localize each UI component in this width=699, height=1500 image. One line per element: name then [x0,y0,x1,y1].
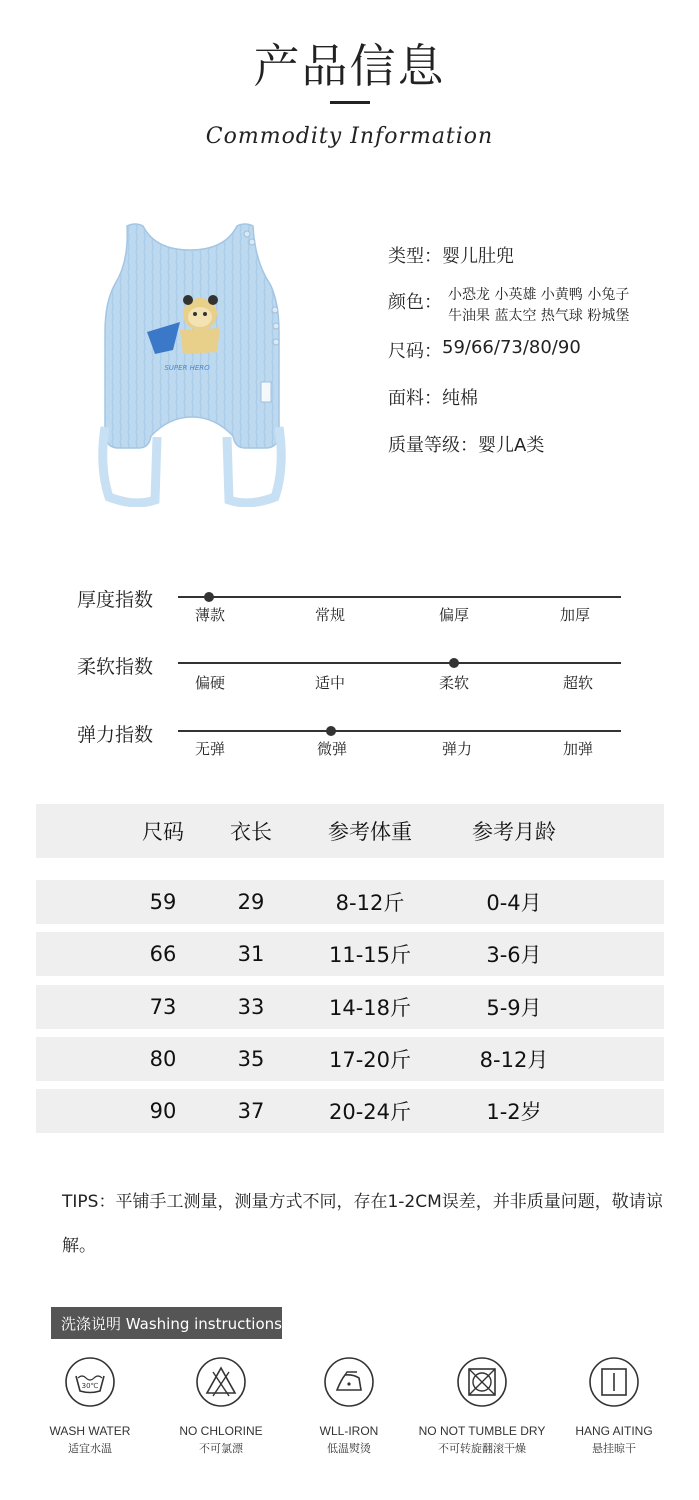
size-value: 59/66/73/80/90 [442,337,581,358]
softness-index-marker [449,658,459,668]
wash-item-hang-dry [549,1356,679,1456]
type-label: 类型： [388,246,442,267]
cell-length: 29 [237,890,265,914]
info-colors [388,288,629,327]
page-subtitle: Commodity Information [205,124,494,149]
info-size [388,337,581,363]
color-row: 牛油果 蓝太空 热气球 粉城堡 [448,308,630,324]
size-table-header [36,804,664,858]
fabric-value: 纯棉 [442,388,478,409]
thickness-index-scale [178,596,621,598]
header-size: 尺码 [142,820,184,844]
wash-label-cn: 适宜水温 [68,1442,112,1455]
header-length: 衣长 [230,820,272,844]
info-fabric [388,384,478,410]
wash-label-cn: 不可氯漂 [199,1442,243,1455]
wash-label-en: WASH WATER [49,1424,131,1438]
color-row: 小恐龙 小英雄 小黄鸭 小兔子 [448,287,630,303]
cell-age: 3-6月 [486,943,542,967]
thickness-option: 偏厚 [438,606,469,624]
cell-size: 80 [149,1047,177,1071]
cell-length: 37 [237,1099,265,1123]
thickness-index-label: 厚度指数 [77,589,154,611]
wash-label-cn: 低温熨烫 [327,1442,371,1455]
no-chlorine-icon [195,1356,247,1408]
elasticity-index-label: 弹力指数 [77,724,154,746]
wash-label-en: WLL-IRON [319,1424,379,1438]
fabric-label: 面料： [388,388,442,409]
wash-item-no-chlorine [156,1356,286,1456]
header-age: 参考月龄 [472,820,556,844]
elasticity-index-scale [178,730,621,732]
table-row [36,1089,664,1133]
wash-item-low-iron [284,1356,414,1456]
color-label: 颜色： [388,292,442,313]
cell-age: 5-9月 [486,996,542,1020]
cell-length: 31 [237,942,265,966]
cell-age: 1-2岁 [486,1100,542,1124]
cell-weight: 17-20斤 [328,1048,412,1072]
cell-age: 0-4月 [486,891,542,915]
table-row [36,985,664,1029]
elasticity-option: 微弹 [316,740,347,758]
header-weight: 参考体重 [328,820,412,844]
wash-item-no-tumble-dry [417,1356,547,1456]
thickness-option: 薄款 [194,606,225,624]
elasticity-option: 加弹 [562,740,593,758]
cell-weight: 8-12斤 [335,891,405,915]
thickness-option: 常规 [314,606,345,624]
wash-label-cn: 不可转旋翻滚干燥 [438,1442,526,1455]
thickness-index-marker [204,592,214,602]
elasticity-option: 无弹 [194,740,225,758]
softness-option: 适中 [314,674,345,692]
elasticity-index-marker [326,726,336,736]
wash-label-cn: 悬挂晾干 [592,1442,636,1455]
cell-size: 66 [149,942,177,966]
cell-age: 8-12月 [479,1048,549,1072]
product-image [95,222,290,507]
wash-item-water [25,1356,155,1456]
softness-index-scale [178,662,621,664]
tips-text: TIPS：平铺手工测量，测量方式不同，存在1-2CM误差，并非质量问题，敬请谅解。 [62,1192,663,1256]
info-type [388,242,514,268]
page-title: 产品信息 [253,39,446,93]
water-temp-text: 30℃ [81,1382,99,1390]
softness-option: 超软 [562,674,593,692]
wash-label-en: NO CHLORINE [179,1424,263,1438]
color-options [448,285,629,327]
washing-title: 洗涤说明 Washing instructions [51,1307,282,1339]
wash-label-en: NO NOT TUMBLE DRY [418,1424,546,1438]
cell-length: 33 [237,995,265,1019]
info-grade [388,431,544,457]
table-row [36,1037,664,1081]
softness-option: 柔软 [438,674,469,692]
table-row [36,932,664,976]
cell-size: 73 [149,995,177,1019]
cell-weight: 11-15斤 [328,943,412,967]
low-iron-icon [323,1356,375,1408]
elasticity-option: 弹力 [441,740,472,758]
grade-label: 质量等级： [388,435,478,456]
cell-size: 59 [149,890,177,914]
cell-weight: 20-24斤 [328,1100,412,1124]
wash-water-icon [64,1356,116,1408]
table-row [36,880,664,924]
size-label: 尺码： [388,341,442,362]
cell-length: 35 [237,1047,265,1071]
cell-weight: 14-18斤 [328,996,412,1020]
no-tumble-dry-icon [456,1356,508,1408]
softness-option: 偏硬 [194,674,225,692]
product-print-text: SUPER HERO [164,364,210,372]
softness-index-label: 柔软指数 [77,656,154,678]
title-divider [330,101,370,104]
hang-dry-icon [588,1356,640,1408]
wash-label-en: HANG AITING [575,1424,653,1438]
type-value: 婴儿肚兜 [442,246,514,267]
grade-value: 婴儿A类 [478,435,545,456]
cell-size: 90 [149,1099,177,1123]
thickness-option: 加厚 [559,606,590,624]
